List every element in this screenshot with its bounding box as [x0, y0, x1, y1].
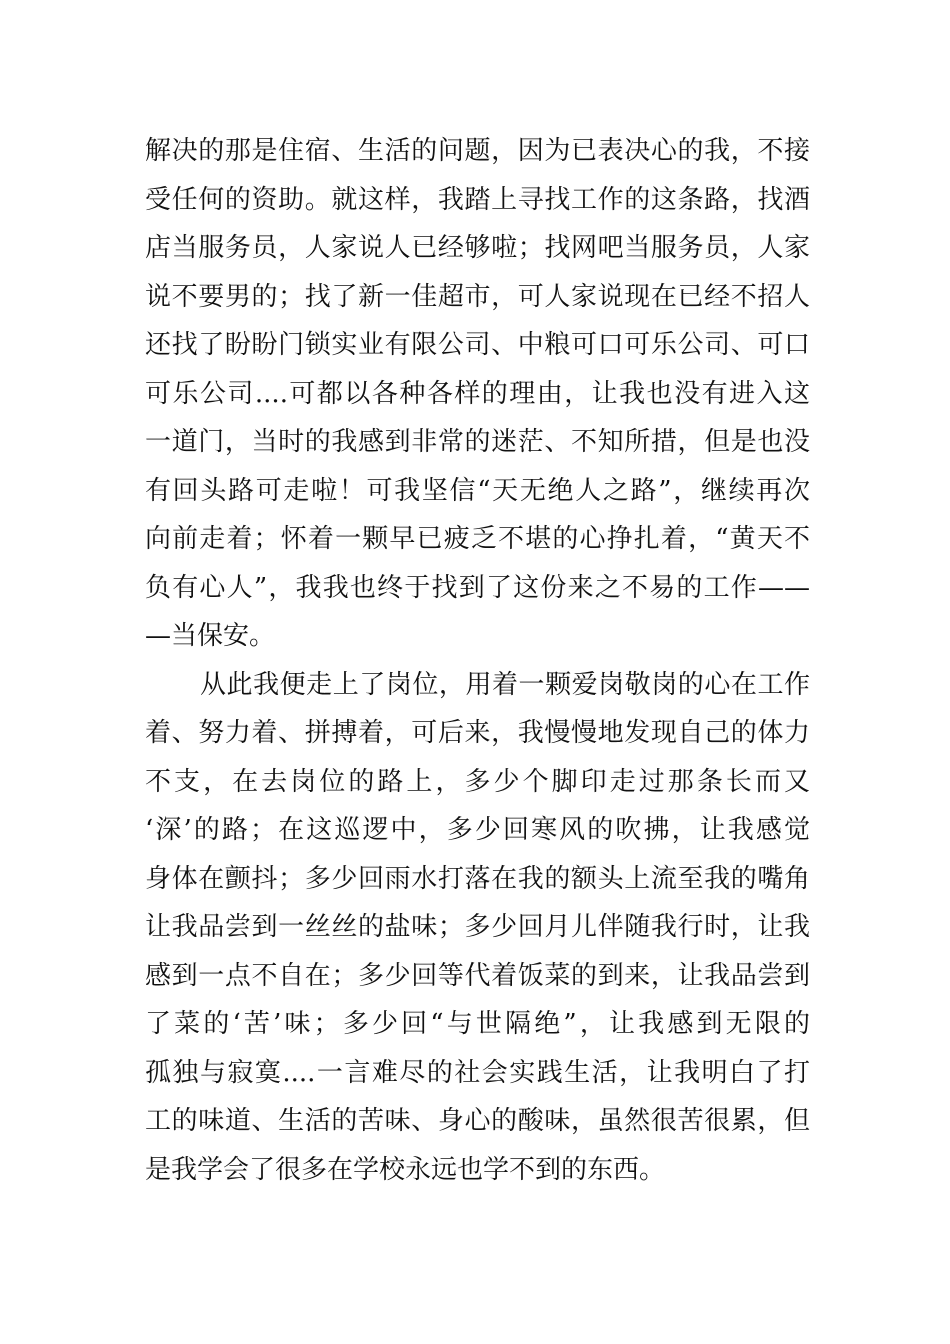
- paragraph-1-line-10: 负有心人”，我我也终于找到了这份来之不易的工作——: [145, 572, 810, 603]
- paragraph-1-line-4: 说不要男的；找了新一佳超市，可人家说现在已经不招人: [145, 281, 810, 312]
- paragraph-2-line-8: 了菜的‘苦’味；多少回“与世隔绝”，让我感到无限的: [145, 1009, 810, 1039]
- paragraph-2-line-6: 让我品尝到一丝丝的盐味；多少回月儿伴随我行时，让我: [145, 912, 810, 942]
- paragraph-1-line-7: 一道门，当时的我感到非常的迷茫、不知所措，但是也没: [145, 427, 810, 457]
- paragraph-2-line-5: 身体在颤抖；多少回雨水打落在我的额头上流至我的嘴角: [145, 863, 810, 894]
- document-body: [145, 127, 810, 1194]
- paragraph-1-line-5: 还找了盼盼门锁实业有限公司、中粮可口可乐公司、可口: [145, 330, 810, 360]
- paragraph-1-line-8: 有回头路可走啦！可我坚信“天无绝人之路”，继续再次: [145, 475, 810, 506]
- paragraph-2-line-4: ‘深’的路；在这巡逻中，多少回寒风的吹拂，让我感觉: [145, 815, 810, 845]
- paragraph-1-line-9: 向前走着；怀着一颗早已疲乏不堪的心挣扎着，“黄天不: [145, 524, 810, 554]
- paragraph-1-line-11: —当保安。: [145, 621, 276, 651]
- paragraph-2-line-11: 是我学会了很多在学校永远也学不到的东西。: [145, 1154, 666, 1185]
- paragraph-2-line-10: 工的味道、生活的苦味、身心的酸味，虽然很苦很累，但: [145, 1106, 810, 1136]
- paragraph-2-line-7: 感到一点不自在；多少回等代着饭菜的到来，让我品尝到: [145, 960, 810, 991]
- paragraph-2-line-3: 不支，在去岗位的路上，多少个脚印走过那条长而又: [145, 766, 810, 797]
- paragraph-2-line-1: 从此我便走上了岗位，用着一颗爱岗敬岗的心在工作: [200, 669, 810, 700]
- paragraph-1-line-6: 可乐公司....可都以各种各样的理由，让我也没有进入这: [145, 378, 810, 409]
- paragraph-2-line-9: 孤独与寂寞....一言难尽的社会实践生活，让我明白了打: [145, 1057, 810, 1088]
- paragraph-2-line-2: 着、努力着、拼搏着，可后来，我慢慢地发现自己的体力: [145, 718, 810, 748]
- paragraph-1-line-2: 受任何的资助。就这样，我踏上寻找工作的这条路，找酒: [145, 184, 810, 215]
- paragraph-1-line-3: 店当服务员，人家说人已经够啦；找网吧当服务员，人家: [145, 233, 810, 263]
- paragraph-1-line-1: 解决的那是住宿、生活的问题，因为已表决心的我，不接: [145, 136, 810, 166]
